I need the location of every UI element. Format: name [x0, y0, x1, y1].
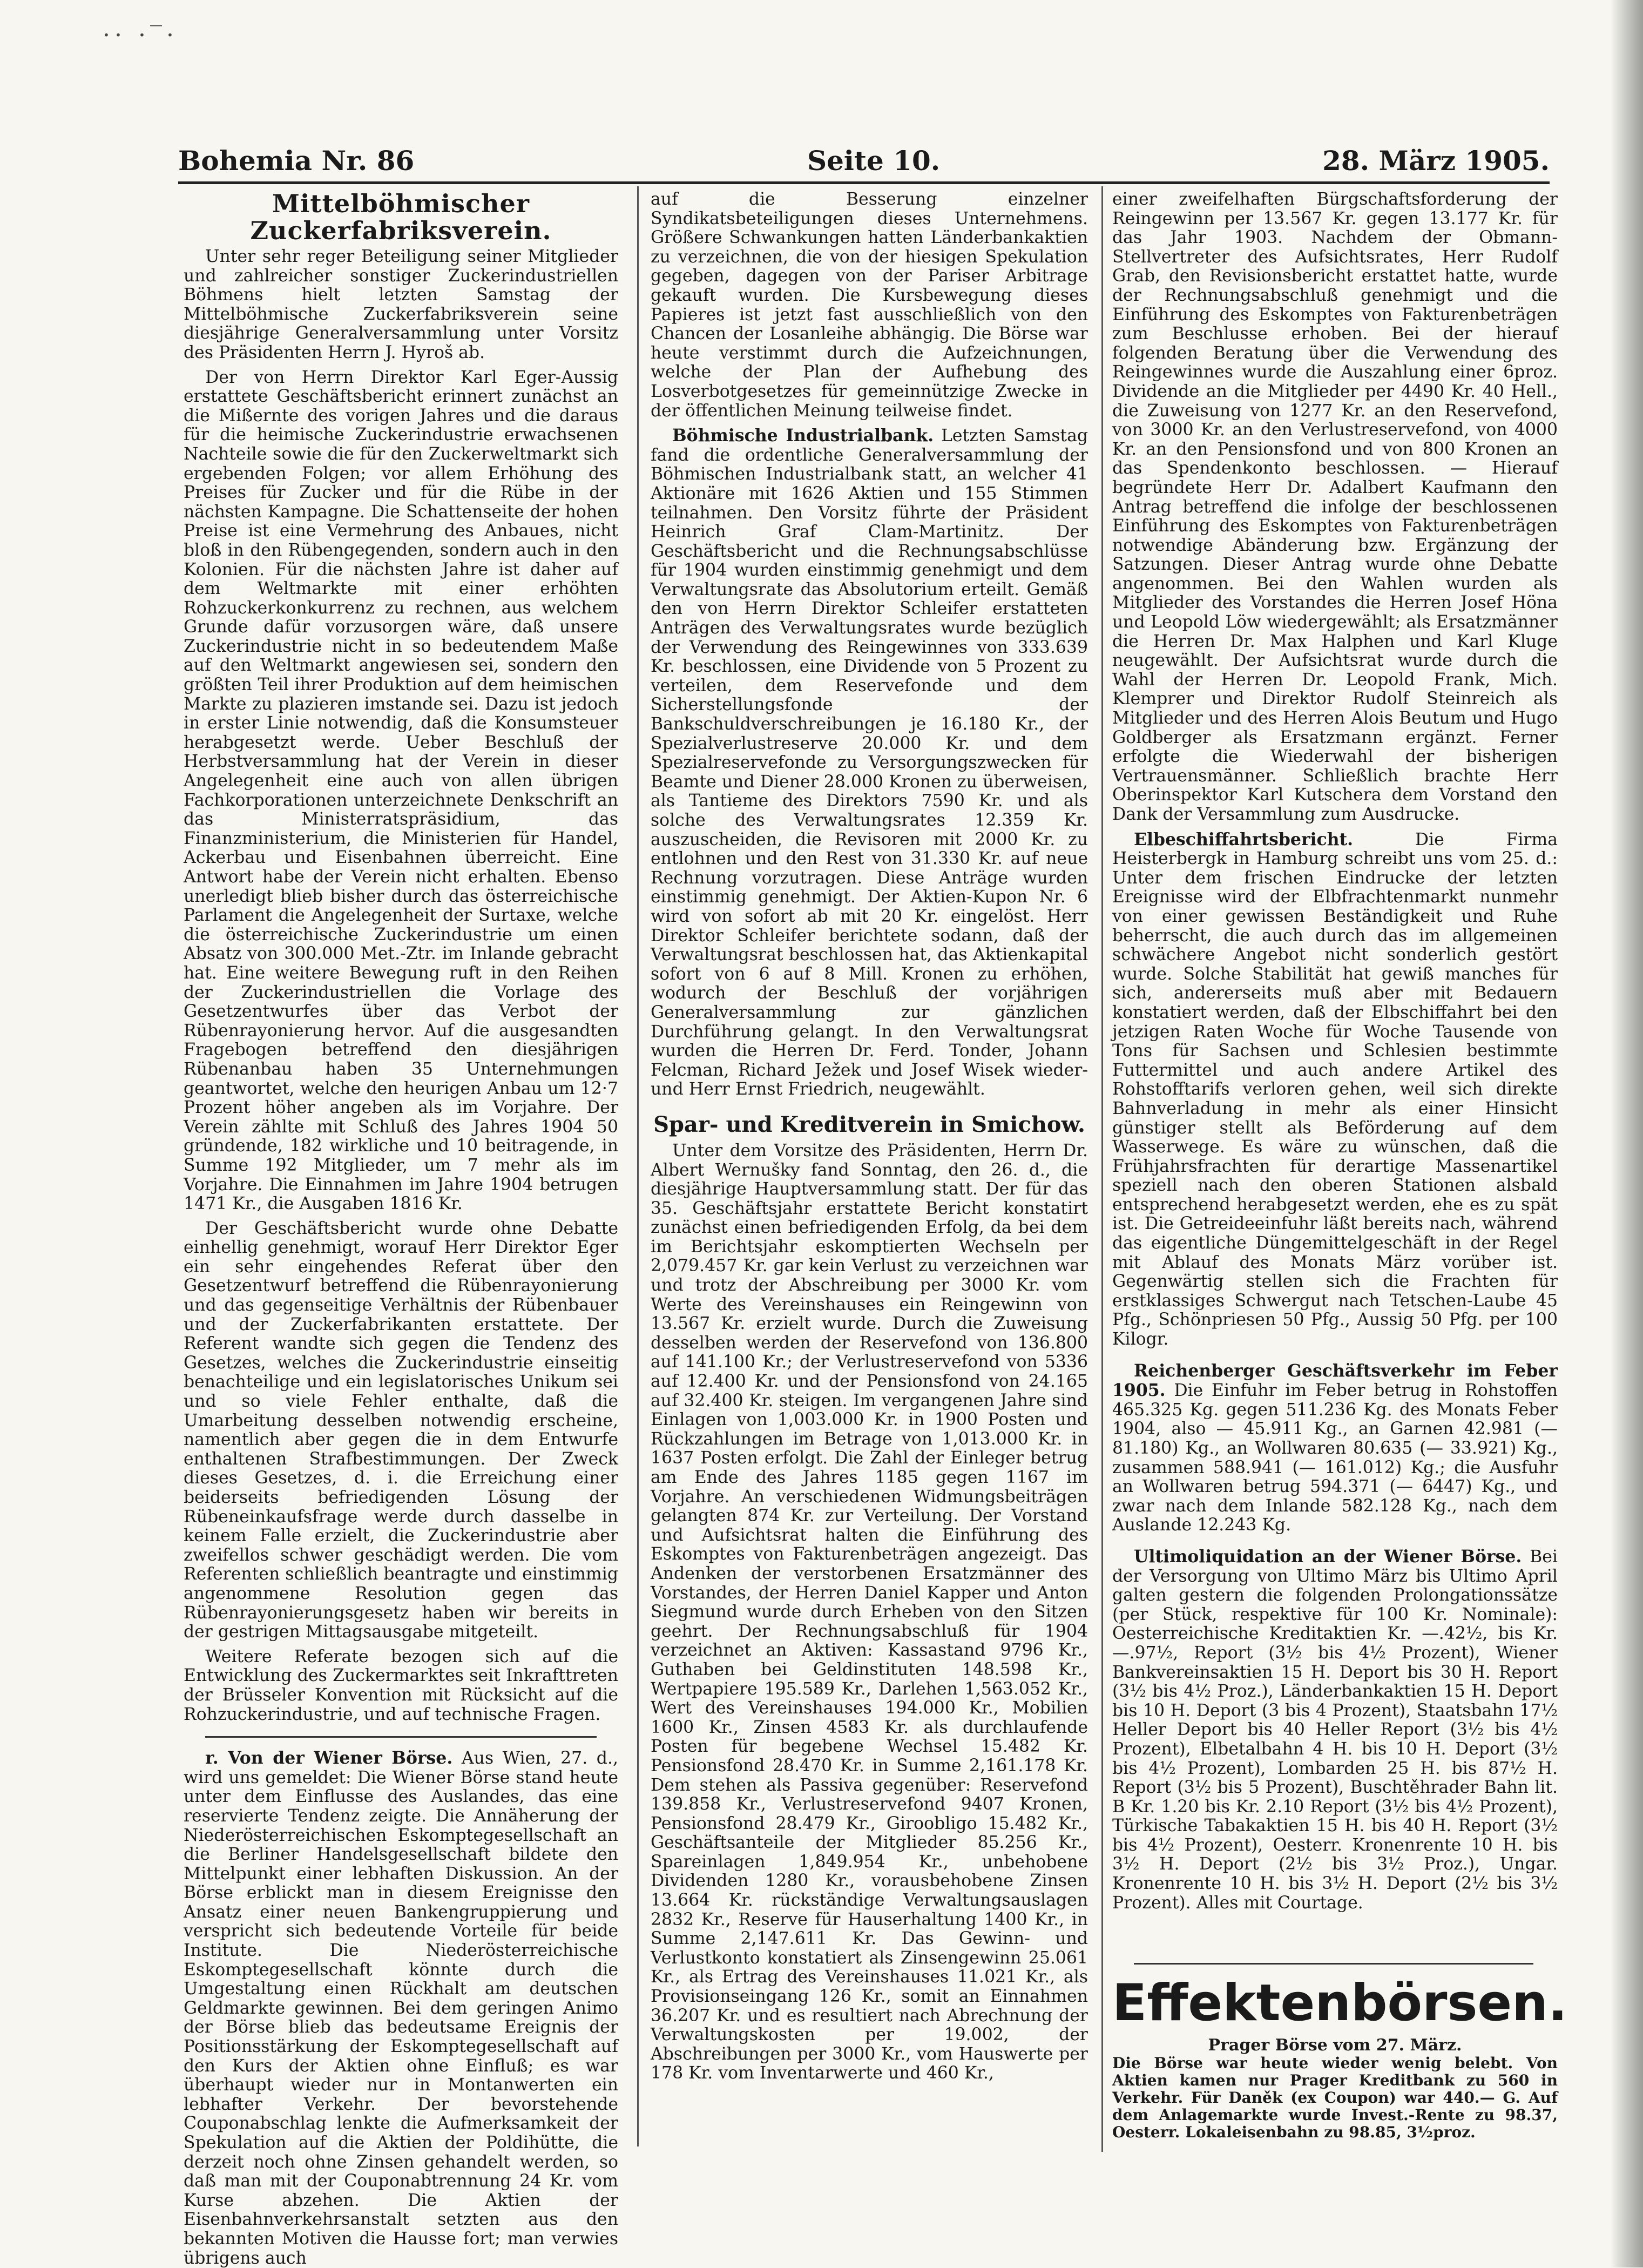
header-publication: Bohemia Nr. 86: [178, 145, 415, 177]
scan-specks: ·· ·‾·: [103, 22, 178, 49]
article-lead: Reichenberger Geschäftsverkehr im Feber 1905.: [1112, 1360, 1558, 1401]
column-divider: [1101, 186, 1103, 2152]
article-reichenberger: [1112, 1361, 1558, 1535]
column-divider: [637, 186, 639, 2146]
paragraph: Unter sehr reger Beteiligung seiner Mitglieder und zahlreicher sonstiger Zuckerindustriellen Böhmens hielt letzten Samstag der Mittelböhmische Zuckerfabriksverein seine diesjährige Generalversammlung unter Vorsitz des Präsidenten Herrn J. Hyroš ab.: [184, 247, 618, 362]
header-date: 28. März 1905.: [1322, 145, 1550, 177]
article-title: Mittelböhmischer Zuckerfabriksverein.: [250, 189, 552, 245]
article-lead: Elbeschiffahrtsbericht.: [1134, 829, 1354, 849]
section-heading: Effektenbörsen.: [1112, 1974, 1567, 2033]
article-title: Spar- und Kreditverein in Smichow.: [653, 1111, 1085, 1137]
paragraph: Die Börse war heute wieder wenig belebt. Von Aktien kamen nur Prager Kreditbank zu 560 in Verkehr. Für Daněk (ex Coupon) war 440.— G. Auf dem Anlagemarkte wurde Invest.-Rente zu 98.37, Oesterr. Lokaleisenbahn zu 98.85, 3½proz.: [1112, 2054, 1558, 2141]
column-3: [1112, 190, 1558, 1956]
paragraph: einer zweifelhaften Bürgschaftsforderung der Reingewinn per 13.567 Kr. gegen 13.177 Kr. für das Jahr 1903. Nachdem der Obmann-Stellvertreter des Aufsichtsrates, Herr Rudolf Grab, den Revisionsbericht erstattet hatte, wurde der Rechnungsabschluß genehmigt und die Einführung des Eskomptes von Fakturenbeträgen zum Beschlusse erhoben. Bei der hierauf folgenden Beratung über die Verwendung des Reingewinnes wurde die Auszahlung einer 6proz. Dividende an die Mitglieder per 4490 Kr. 40 Hell., die Zuweisung von 1277 Kr. an den Reservefond, von 3000 Kr. an den Verlustreservefond, von 4000 Kr. an den Pensionsfond und von 800 Kronen an das Spendenkonto beschlossen. — Hierauf begründete Herr Dr. Adalbert Kaufmann den Antrag betreffend die infolge der beschlossenen Einführung des Eskomptes von Fakturenbeträgen notwendige Abänderung bzw. Ergänzung der Satzungen. Dieser Antrag wurde ohne Debatte angenommen. Bei den Wahlen wurden als Mitglieder des Vorstandes die Herren Josef Höna und Leopold Löw wiedergewählt; als Ersatzmänner die Herren Dr. Max Halphen und Karl Kluge neugewählt. Der Aufsichtsrat wurde durch die Wahl der Herren Dr. Leopold Frank, Mich. Klemprer und Direktor Rudolf Steinreich als Mitglieder und des Herren Alois Beutum und Hugo Goldberger als Ersatzmann ergänzt. Ferner erfolgte die Wiederwahl der bisherigen Vertrauensmänner. Schließlich brachte Herr Oberinspektor Karl Kutschera dem Vorstand den Dank der Versammlung zum Ausdrucke.: [1112, 190, 1558, 824]
scan-edge: [1611, 0, 1643, 2267]
effektenboersen-section: [1112, 1974, 1567, 2146]
paragraph: Der Geschäftsbericht wurde ohne Debatte einhellig genehmigt, worauf Herr Direktor Eger ein sehr eingehendes Referat über den Gesetzentwurf betreffend die Rübenrayonierung und das gegenseitige Verhältnis der Rübenbauer und der Zuckerfabrikanten erstattete. Der Referent wandte sich gegen die Tendenz des Gesetzes, welches die Zuckerindustrie einseitig benachteilige und ein legislatorisches Unikum sei und so viele Fehler enthalte, daß die Umarbeitung desselben notwendig erscheine, namentlich aber gegen die in dem Entwurfe enthaltenen Strafbestimmungen. Der Zweck dieses Gesetzes, d. i. die Erreichung einer beiderseits befriedigenden Lösung der Rübeneinkaufsfrage werde durch dasselbe in keinem Falle erzielt, die Zuckerindustrie aber zweifellos schwer geschädigt werden. Die vom Referenten schließlich beantragte und einstimmig angenommene Resolution gegen das Rübenrayonierungsgesetz haben wir bereits in der gestrigen Mittagsausgabe mitgeteilt.: [184, 1218, 618, 1642]
header-rule: [178, 181, 1550, 184]
paragraph: auf die Besserung einzelner Syndikatsbeteiligungen dieses Unternehmens. Größere Schwankungen hatten Länderbankaktien zu verzeichnen, die von der hiesigen Spekulation gegeben, dagegen von der Pariser Arbitrage gekauft wurden. Die Kursbewegung dieses Papieres ist jetzt fast ausschließlich von den Chancen der Losanleihe abhängig. Die Börse war heute verstimmt durch die Aufzeichnungen, welche der Plan der Aufhebung des Losverbotgesetzes für gemeinnützige Zwecke in der öffentlichen Meinung teilweise findet.: [651, 190, 1088, 421]
paragraph: Der von Herrn Direktor Karl Eger-Aussig erstattete Geschäftsbericht erinnert zunächst an die Mißernte des vorigen Jahres und die daraus für die heimische Zuckerindustrie erwachsenen Nachteile sowie die für den Zuckerweltmarkt sich ergebenden Folgen; vor allem Erhöhung des Preises für Zucker und für die Rübe in der nächsten Kampagne. Die Schattenseite der hohen Preise ist eine Vermehrung des Anbaues, nicht bloß in den Rübengegenden, sondern auch in den Kolonien. Für die nächsten Jahre ist daher auf dem Weltmarkte mit einer erhöhten Rohzuckerkonkurrenz zu rechnen, aus welchem Grunde dafür vorzusorgen wäre, daß unsere Zuckerindustrie nicht in so bedeutendem Maße auf den Weltmarkt angewiesen sei, sondern den größten Teil ihrer Produktion auf dem heimischen Markte zu plazieren imstande sei. Dazu ist jedoch in erster Linie notwendig, daß die Konsumsteuer herabgesetzt werde. Ueber Beschluß der Herbstversammlung hat der Verein in dieser Angelegenheit eine auch von allen übrigen Fachkorporationen unterzeichnete Denkschrift an das Ministerratspräsidium, das Finanzministerium, die Ministerien für Handel, Ackerbau und Eisenbahnen überreicht. Eine Antwort habe der Verein nicht erhalten. Ebenso unerledigt blieb bisher durch das österreichische Parlament die Angelegenheit der Surtaxe, welche die österreichische Zuckerindustrie um einen Absatz von 300.000 Met.-Ztr. im Inlande gebracht hat. Eine weitere Bewegung ruft in den Reihen der Zuckerindustriellen die Vorlage des Gesetzentwurfes über das Verbot der Rübenrayonierung hervor. Auf die ausgesandten Fragebogen betreffend den diesjährigen Rübenanbau haben 35 Unternehmungen geantwortet, welche den heurigen Anbau um 12·7 Prozent höher angeben als im Vorjahre. Der Verein zählte mit Schluß des Jahres 1904 50 gründende, 182 wirkliche und 10 beitragende, in Summe 192 Mitglieder, um 7 mehr als im Vorjahre. Die Einnahmen im Jahre 1904 betrugen 1471 Kr., die Ausgaben 1816 Kr.: [184, 367, 618, 1214]
page-header: [178, 145, 1550, 183]
section-rule: [1134, 1963, 1533, 1965]
paragraph: Weitere Referate bezogen sich auf die Entwicklung des Zuckermarktes seit Inkrafttreten der Brüsseler Konvention mit Rücksicht auf die Rohzuckerindustrie, und auf technische Fragen.: [184, 1646, 618, 1724]
paragraph: Aus Wien, 27. d., wird uns gemeldet: Die Wiener Börse stand heute unter dem Einflusse des Auslandes, das eine reservierte Tendenz zeigte. Die Annäherung der Niederösterreichischen Eskomptegesellschaft an die Berliner Handelsgesellschaft bildete den Mittelpunkt einer lebhaften Diskussion. An der Börse erblickt man in diesem Ereignisse den Ansatz einer neuen Bankengruppierung und verspricht sich bedeutende Vorteile für beide Institute. Die Niederösterreichische Eskomptegesellschaft könnte durch die Umgestaltung einen Rückhalt am deutschen Geldmarkte gewinnen. Bei dem geringen Animo der Börse blieb das bedeutsame Ereignis der Positionsstärkung der Eskomptegesellschaft auf den Kurs der Aktien ohne Einfluß; es war überhaupt wieder nur in Montanwerten ein lebhafter Verkehr. Der bevorstehende Couponabschlag lenkte die Aufmerksamkeit der Spekulation auf die Aktien der Poldihütte, die derzeit noch ohne Zinsen gehandelt werden, so daß man mit der Couponabtrennung 24 Kr. vom Kurse abzehen. Die Aktien der Eisenbahnverkehrsanstalt setzten aus den bekannten Motiven die Hausse fort; man verwies übrigens auch: [184, 1749, 618, 2268]
article-elbeschiffahrt: [1112, 830, 1558, 1349]
paragraph: Letzten Samstag fand die ordentliche Generalversammlung der Böhmischen Industrialbank statt, an welcher 41 Aktionäre mit 1626 Aktien und 155 Stimmen teilnahmen. Den Vorsitz führte der Präsident Heinrich Graf Clam-Martinitz. Der Geschäftsbericht und die Rechnungsabschlüsse für 1904 wurden einstimmig genehmigt und dem Verwaltungsrate das Absolutorium erteilt. Gemäß den von Herrn Direktor Schleifer erstatteten Anträgen des Verwaltungsrates wurde bezüglich der Verwendung des Reingewinnes von 333.639 Kr. beschlossen, eine Dividende von 5 Prozent zu verteilen, dem Reservefonde und dem Sicherstellungsfonde der Bankschuldverschreibungen je 16.180 Kr., der Spezialverlustreserve 20.000 Kr. und dem Spezialreservefonde zu Versorgungszwecken für Beamte und Diener 28.000 Kronen zu überweisen, als Tantieme des Direktors 7590 Kr. und als solche des Verwaltungsrates 12.359 Kr. auszuscheiden, die Revisoren mit 2000 Kr. zu entlohnen und den Rest von 31.330 Kr. auf neue Rechnung vorzutragen. Diese Anträge wurden einstimmig genehmigt. Der Aktien-Kupon Nr. 6 wird von sofort ab mit 20 Kr. eingelöst. Herr Direktor Schleifer berichtete sodann, daß der Verwaltungsrat beschlossen hat, das Aktienkapital sofort von 6 auf 8 Mill. Kronen zu erhöhen, wodurch der Beschluß der vorjährigen Generalversammlung zur gänzlichen Durchführung gelangt. In den Verwaltungsrat wurden die Herren Dr. Ferd. Tonder, Johann Felcman, Richard Ježek und Josef Wisek wieder- und Herr Ernst Friedrich, neugewählt.: [651, 426, 1088, 1099]
article-ultimoliquidation: [1112, 1547, 1558, 1913]
paragraph: Die Einfuhr im Feber betrug in Rohstoffen 465.325 Kg. gegen 511.236 Kg. des Monats Feber 1904, also — 45.911 Kg., an Garnen 42.981 (— 81.180) Kg., an Wollwaren 80.635 (— 33.921) Kg., zusammen 588.941 (— 161.012) Kg.; die Ausfuhr an Wollwaren betrug 594.371 (— 6447) Kg., und zwar nach dem Inlande 582.128 Kg., nach dem Auslande 12.243 Kg.: [1112, 1381, 1558, 1535]
article-lead: Ultimoliquidation an der Wiener Börse.: [1134, 1546, 1522, 1567]
column-2: [651, 190, 1088, 2242]
paragraph: Unter dem Vorsitze des Präsidenten, Herrn Dr. Albert Wernušky fand Sonntag, den 26. d., die diesjährige Hauptversammlung statt. Der für das 35. Geschäftsjahr erstattete Bericht konstatirt zunächst einen befriedigenden Erfolg, da bei dem im Berichtsjahr eskomptierten Wechseln per 2,079.457 Kr. gar kein Verlust zu verzeichnen war und trotz der Abschreibung per 3000 Kr. vom Werte des Vereinshauses ein Reingewinn von 13.567 Kr. erzielt wurde. Durch die Zuweisung desselben werden der Reservefond von 136.800 auf 141.100 Kr.; der Verlustreservefond von 5336 auf 12.400 Kr. und der Pensionsfond von 24.165 auf 32.400 Kr. steigen. Im vergangenen Jahre sind Einlagen von 1,003.000 Kr. in 1900 Posten und Rückzahlungen im Betrage von 1,013.000 Kr. in 1637 Posten erfolgt. Die Zahl der Einleger betrug am Ende des Jahres 1185 gegen 1167 im Vorjahre. An verschiedenen Widmungsbeiträgen gelangten 874 Kr. zur Verteilung. Der Vorstand und Aufsichtsrat halten die Einführung des Eskomptes von Fakturenbeträgen angezeigt. Das Andenken der verstorbenen Ersatzmänner des Vorstandes, der Herren Daniel Kapper und Anton Siegmund wurde durch Erheben von den Sitzen geehrt. Der Rechnungsabschluß für 1904 verzeichnet an Aktiven: Kassastand 9796 Kr., Guthaben bei Geldinstituten 148.598 Kr., Wertpapiere 195.589 Kr., Darlehen 1,563.052 Kr., Wert des Vereinshauses 194.000 Kr., Mobilien 1600 Kr., Zinsen 4583 Kr. als durchlaufende Posten für begebene Wechsel 15.482 Kr. Pensionsfond 28.470 Kr. in Summe 2,161.178 Kr. Dem stehen als Passiva gegenüber: Reservefond 139.858 Kr., Verlustreservefond 9407 Kronen, Pensionsfond 28.479 Kr., Giroobligo 15.482 Kr., Geschäftsanteile der Mitglieder 85.256 Kr., Spareinlagen 1,849.954 Kr., unbehobene Dividenden 1280 Kr., vorausbehobene Zinsen 13.664 Kr. rückständige Verwaltungsauslagen 2832 Kr., Reserve für Hauserhaltung 1400 Kr., in Summe 2,147.611 Kr. Das Gewinn- und Verlustkonto konstatiert als Zinsengewinn 25.061 Kr., als Ertrag des Vereinshauses 11.021 Kr., als Provisionseingang 126 Kr., somit an Einnahmen 36.207 Kr. und es resultiert nach Abrechnung der Verwaltungskosten per 19.002, der Abschreibungen per 3000 Kr., vom Hauswerte per 178 Kr. vom Inventarwerte und 460 Kr.,: [651, 1140, 1088, 2083]
article-lead: r. Von der Wiener Börse.: [205, 1748, 453, 1769]
article-wiener-boerse: [184, 1749, 618, 2268]
article-lead: Böhmische Industrialbank.: [672, 426, 934, 446]
article-spar-kreditverein: [651, 1111, 1088, 2083]
header-page-number: Seite 10.: [807, 145, 941, 177]
column-1: [184, 189, 618, 2268]
paragraph: Die Firma Heisterbergk in Hamburg schreibt uns vom 25. d.: Unter dem frischen Eindrucke der letzten Ereignisse wird der Elbfrachtenmarkt nunmehr von einer gewissen Beständigkeit und Ruhe beherrscht, die auch durch das im allgemeinen schwächere Angebot nicht sonderlich gestört wurde. Solche Stabilität hat gewiß manches für sich, andererseits muß aber mit Bedauern konstatiert werden, daß der Elbschiffahrt bei den jetzigen Raten Woche für Woche Tausende von Tons für Sachsen und Schlesien bestimmte Futtermittel und auch andere Artikel des Rohstofftarifs verloren gehen, weil sich direkte Bahnverladung in mehr als einer Hinsicht günstiger stellt als Beförderung auf dem Wasserwege. Es wäre zu wünschen, daß die Frühjahrsfrachten für derartige Massenartikel speziell nach den oberen Stationen alsbald entsprechend herabgesetzt werden, ehe es zu spät ist. Die Getreideeinfuhr läßt bereits nach, während das eigentliche Düngemittelgeschäft in der Regel mit Ablauf des Monats März vorüber ist. Gegenwärtig stellen sich die Frachten für erstklassiges Schwergut nach Tetschen-Laube 45 Pfg., Schönpriesen 50 Pfg., Aussig 50 Pfg. per 100 Kilogr.: [1112, 829, 1558, 1349]
paragraph: Bei der Versorgung von Ultimo März bis Ultimo April galten gestern die folgenden Prolongationssätze (per Stück, respektive für 100 Kr. Nominale): Oesterreichische Kreditaktien Kr. —.42½, bis Kr. —.97½, Report (3½ bis 4½ Prozent), Wiener Bankvereinsaktien 15 H. Deport bis 30 H. Report (3½ bis 4½ Proz.), Länderbankaktien 15 H. Deport bis 10 H. Deport (3 bis 4 Prozent), Staatsbahn 17½ Heller Deport bis 40 Heller Report (3½ bis 4½ Prozent), Elbetalbahn 4 H. bis 10 H. Deport (3½ bis 4½ Prozent), Lombarden 25 H. bis 87½ H. Report (3½ bis 5 Prozent), Buschtěhrader Bahn lit. B Kr. 1.20 bis Kr. 2.10 Report (3½ bis 4½ Prozent), Türkische Tabakaktien 15 H. bis 40 H. Report (3½ bis 4½ Prozent), Oesterr. Kronenrente 10 H. bis 3½ H. Deport (2½ bis 3½ Proz.), Ungar. Kronenrente 10 H. bis 3½ H. Deport (2½ bis 3½ Prozent). Alles mit Courtage.: [1112, 1547, 1558, 1913]
article-industrialbank: [651, 426, 1088, 1099]
article-separator: [205, 1736, 597, 1738]
article-zuckerfabriksverein: [184, 190, 618, 1724]
section-subheading: Prager Börse vom 27. März.: [1208, 2036, 1462, 2055]
